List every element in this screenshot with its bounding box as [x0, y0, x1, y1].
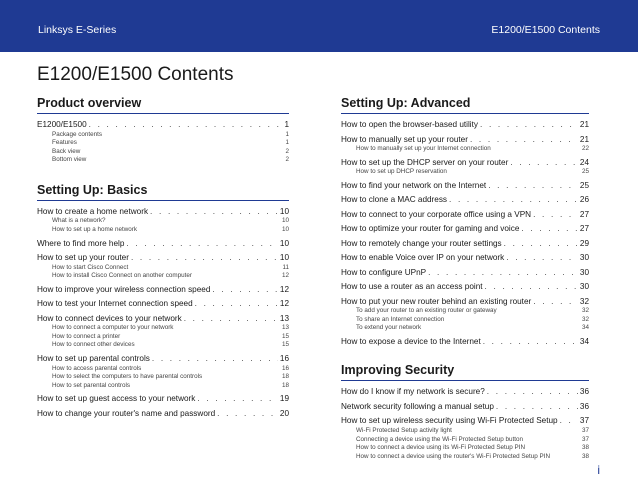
toc-subentry-title: How to install Cisco Connect on another computer	[52, 272, 193, 280]
dot-leader	[428, 267, 578, 279]
dot-leader	[560, 415, 578, 427]
toc-subentry[interactable]	[341, 316, 589, 325]
toc-subentry[interactable]	[341, 307, 589, 316]
dot-leader	[510, 157, 578, 169]
toc-entry-title: How do I know if my network is secure?	[341, 387, 485, 397]
toc-entry[interactable]	[37, 298, 289, 310]
toc-subentry[interactable]	[37, 217, 289, 226]
toc-entry-page: 21	[579, 120, 589, 129]
dot-leader	[217, 408, 278, 420]
toc-entry-page: 27	[579, 209, 589, 219]
toc-entry-title: How to put your new router behind an existing router	[341, 296, 532, 306]
toc-entry-page: 21	[579, 134, 589, 144]
dot-leader	[152, 353, 278, 365]
toc-entry-page: 30	[579, 282, 589, 292]
toc-entry-title: How to open the browser-based utility	[341, 120, 478, 129]
toc-entry-page: 10	[279, 206, 289, 216]
toc-entry-page: 27	[579, 224, 589, 234]
toc-entry[interactable]	[37, 206, 289, 218]
toc-subentry-page: 2	[285, 156, 289, 164]
toc-entry[interactable]	[341, 296, 589, 308]
toc-subentry-page: 2	[285, 147, 289, 155]
toc-entry-title: How to set up the DHCP server on your router	[341, 157, 509, 167]
toc-subentry-page: 38	[581, 444, 589, 452]
toc-subentry-title: How to start Cisco Connect	[52, 263, 129, 271]
toc-subentry-page: 32	[581, 315, 589, 323]
dot-leader	[449, 194, 578, 206]
section-title: Setting Up: Advanced	[341, 96, 589, 114]
toc-entry[interactable]	[341, 194, 589, 206]
toc-subentry[interactable]	[341, 324, 589, 333]
dot-leader	[533, 296, 578, 308]
toc-entry-page: 30	[579, 253, 589, 263]
toc-subentry-title: How to select the computers to have parental controls	[52, 373, 203, 381]
toc-entry-page: 34	[579, 336, 589, 346]
toc-entry-page: 16	[279, 354, 289, 364]
toc-entry-page: 10	[279, 253, 289, 263]
header-product-name: Linksys E-Series	[38, 24, 117, 36]
toc-entry-title: How to optimize your router for gaming and voice	[341, 224, 520, 234]
section-title: Product overview	[37, 96, 289, 114]
toc-entry-page: 1	[284, 120, 289, 129]
toc-subentry-title: How to connect a device using its Wi-Fi Protected Setup PIN	[356, 444, 526, 452]
toc-entry-title: How to expose a device to the Internet	[341, 336, 481, 346]
dot-leader	[150, 206, 278, 218]
toc-subentry-title: How to access parental controls	[52, 364, 142, 372]
dot-leader	[131, 252, 278, 264]
toc-entry[interactable]	[37, 408, 289, 420]
toc-subentry[interactable]	[341, 145, 589, 154]
toc-entry-title: How to create a home network	[37, 206, 149, 216]
toc-entry[interactable]	[341, 386, 589, 398]
toc-entry-title: How to remotely change your router settings	[341, 238, 502, 248]
toc-entry-page: 36	[579, 387, 589, 397]
section-title: Setting Up: Basics	[37, 183, 289, 201]
toc-right-column	[341, 96, 589, 461]
toc-subentry-title: Features	[52, 139, 77, 147]
toc-entry-title: How to set up parental controls	[37, 354, 150, 364]
toc-entry[interactable]	[341, 336, 589, 348]
toc-entry-title: How to use a router as an access point	[341, 282, 483, 292]
toc-entry-title: How to manually set up your router	[341, 134, 468, 144]
toc-subentry-title: Wi-Fi Protected Setup activity light	[356, 426, 452, 434]
dot-leader	[197, 393, 278, 405]
toc-entry-page: 24	[579, 157, 589, 167]
toc-entry-title: How to set up your router	[37, 253, 129, 263]
dot-leader	[483, 336, 578, 348]
toc-entry[interactable]	[341, 134, 589, 146]
toc-entry-page: 37	[579, 416, 589, 426]
toc-entry[interactable]	[341, 223, 589, 235]
toc-entry[interactable]	[37, 393, 289, 405]
toc-subentry[interactable]	[37, 333, 289, 342]
toc-subentry-page: 34	[581, 324, 589, 332]
toc-entry-page: 25	[579, 180, 589, 190]
toc-entry-page: 10	[279, 238, 289, 248]
toc-subentry-page: 18	[281, 373, 289, 381]
toc-entry-title: How to improve your wireless connection speed	[37, 284, 211, 294]
toc-subentry-title: Package contents	[52, 130, 103, 138]
toc-entry-title: How to enable Voice over IP on your network	[341, 253, 505, 263]
toc-entry-page: 13	[279, 313, 289, 323]
toc-subentry-page: 12	[281, 272, 289, 280]
toc-entry-title: How to find your network on the Internet	[341, 180, 487, 190]
toc-entry-title: Network security following a manual setup	[341, 401, 494, 411]
toc-entry-page: 20	[279, 408, 289, 418]
toc-entry-page: 12	[279, 284, 289, 294]
toc-subentry-title: How to connect a computer to your network	[52, 324, 174, 332]
toc-subentry-page: 22	[581, 145, 589, 152]
toc-section	[341, 363, 589, 461]
dot-leader	[126, 238, 278, 250]
toc-entry[interactable]	[341, 281, 589, 293]
toc-entry[interactable]	[341, 238, 589, 250]
toc-entry[interactable]	[37, 119, 289, 131]
toc-entry-title: How to configure UPnP	[341, 267, 427, 277]
toc-subentry-page: 10	[281, 217, 289, 225]
section-spacer	[37, 165, 289, 183]
header-section-name: E1200/E1500 Contents	[491, 24, 600, 36]
toc-entry[interactable]	[341, 157, 589, 169]
toc-subentry-title: Connecting a device using the Wi-Fi Protected Setup button	[356, 435, 523, 443]
toc-subentry-title: How to set up a home network	[52, 225, 138, 233]
toc-subentry-title: Bottom view	[52, 156, 87, 164]
dot-leader	[506, 252, 578, 264]
toc-subentry-page: 38	[581, 452, 589, 460]
toc-subentry-title: To share an Internet connection	[356, 315, 445, 323]
toc-subentry[interactable]	[37, 373, 289, 382]
toc-entry[interactable]	[37, 284, 289, 296]
toc-subentry[interactable]	[37, 226, 289, 235]
toc-section	[341, 96, 589, 347]
toc-subentry-page: 25	[581, 168, 589, 176]
toc-subentry-page: 16	[281, 364, 289, 372]
toc-subentry[interactable]	[37, 382, 289, 391]
toc-entry-page: 29	[579, 238, 589, 248]
toc-subentry[interactable]	[37, 139, 289, 148]
dot-leader	[89, 119, 283, 131]
toc-subentry[interactable]	[341, 453, 589, 462]
dot-leader	[533, 209, 578, 221]
toc-entry[interactable]	[341, 119, 589, 131]
toc-subentry[interactable]	[341, 444, 589, 453]
toc-entry[interactable]	[37, 252, 289, 264]
dot-leader	[485, 281, 578, 293]
dot-leader	[470, 134, 578, 146]
toc-subentry-page: 15	[281, 332, 289, 340]
toc-subentry-title: To extend your network	[356, 324, 422, 332]
section-spacer	[341, 347, 589, 363]
header-bar	[0, 0, 638, 52]
dot-leader	[184, 313, 278, 325]
toc-subentry-title: How to set parental controls	[52, 381, 131, 389]
toc-subentry-title: How to connect other devices	[52, 341, 135, 349]
dot-leader	[195, 298, 278, 310]
dot-leader	[504, 238, 578, 250]
dot-leader	[480, 119, 578, 131]
toc-entry-title: Where to find more help	[37, 238, 125, 248]
toc-section	[37, 96, 289, 165]
toc-subentry-page: 18	[281, 381, 289, 389]
toc-subentry[interactable]	[37, 272, 289, 281]
toc-entry[interactable]	[37, 353, 289, 365]
toc-entry-page: 26	[579, 195, 589, 205]
toc-entry-page: 36	[579, 401, 589, 411]
toc-entry-title: E1200/E1500	[37, 120, 87, 129]
toc-subentry-title: To add your router to an existing router or gateway	[356, 307, 497, 315]
toc-subentry-page: 13	[281, 324, 289, 332]
toc-subentry[interactable]	[37, 341, 289, 350]
page-title: E1200/E1500 Contents	[37, 64, 234, 85]
toc-subentry-page: 11	[282, 263, 289, 271]
toc-entry-title: How to set up guest access to your network	[37, 394, 196, 404]
toc-subentry[interactable]	[341, 168, 589, 177]
toc-subentry-page: 15	[281, 341, 289, 349]
toc-subentry[interactable]	[37, 365, 289, 374]
toc-entry-title: How to change your router's name and password	[37, 408, 216, 418]
toc-entry-title: How to clone a MAC address	[341, 195, 448, 205]
toc-subentry-page: 37	[581, 435, 589, 443]
toc-entry[interactable]	[341, 209, 589, 221]
toc-subentry-page: 37	[581, 426, 589, 434]
toc-entry[interactable]	[341, 401, 589, 413]
toc-subentry[interactable]	[37, 148, 289, 157]
toc-entry-title: How to connect to your corporate office using a VPN	[341, 209, 532, 219]
toc-entry-page: 32	[579, 296, 589, 306]
toc-entry[interactable]	[37, 313, 289, 325]
toc-entry-page: 12	[279, 299, 289, 309]
toc-subentry-title: How to set up DHCP reservation	[356, 168, 447, 176]
toc-subentry-page: 32	[581, 307, 589, 315]
toc-subentry-page: 1	[285, 139, 289, 147]
toc-entry[interactable]	[37, 238, 289, 250]
toc-subentry[interactable]	[341, 427, 589, 436]
dot-leader	[496, 401, 578, 413]
dot-leader	[487, 386, 578, 398]
toc-entry-page: 30	[579, 267, 589, 277]
toc-entry[interactable]	[341, 180, 589, 192]
toc-subentry-title: How to connect a printer	[52, 332, 121, 340]
toc-entry-title: How to set up wireless security using Wi-Fi Protected Setup	[341, 416, 558, 426]
toc-entry[interactable]	[341, 267, 589, 279]
toc-subentry-title: How to manually set up your Internet connection	[356, 145, 491, 152]
toc-subentry[interactable]	[37, 131, 289, 140]
page-number: i	[597, 463, 600, 477]
dot-leader	[212, 284, 278, 296]
toc-subentry-title: How to connect a device using the router's Wi-Fi Protected Setup PIN	[356, 452, 551, 460]
toc-subentry-page: 1	[285, 130, 289, 138]
toc-left-column	[37, 96, 289, 419]
toc-subentry-title: Back view	[52, 147, 81, 155]
dot-leader	[521, 223, 578, 235]
toc-subentry[interactable]	[341, 436, 589, 445]
toc-subentry[interactable]	[37, 324, 289, 333]
toc-subentry-page: 10	[281, 225, 289, 233]
toc-subentry-title: What is a network?	[52, 217, 106, 225]
toc-entry[interactable]	[341, 415, 589, 427]
toc-entry[interactable]	[341, 252, 589, 264]
toc-subentry[interactable]	[37, 264, 289, 273]
toc-entry-title: How to connect devices to your network	[37, 313, 182, 323]
toc-entry-page: 19	[279, 394, 289, 404]
toc-subentry[interactable]	[37, 156, 289, 165]
dot-leader	[488, 180, 578, 192]
toc-entry-title: How to test your Internet connection speed	[37, 299, 193, 309]
toc-section	[37, 183, 289, 419]
section-title: Improving Security	[341, 363, 589, 381]
